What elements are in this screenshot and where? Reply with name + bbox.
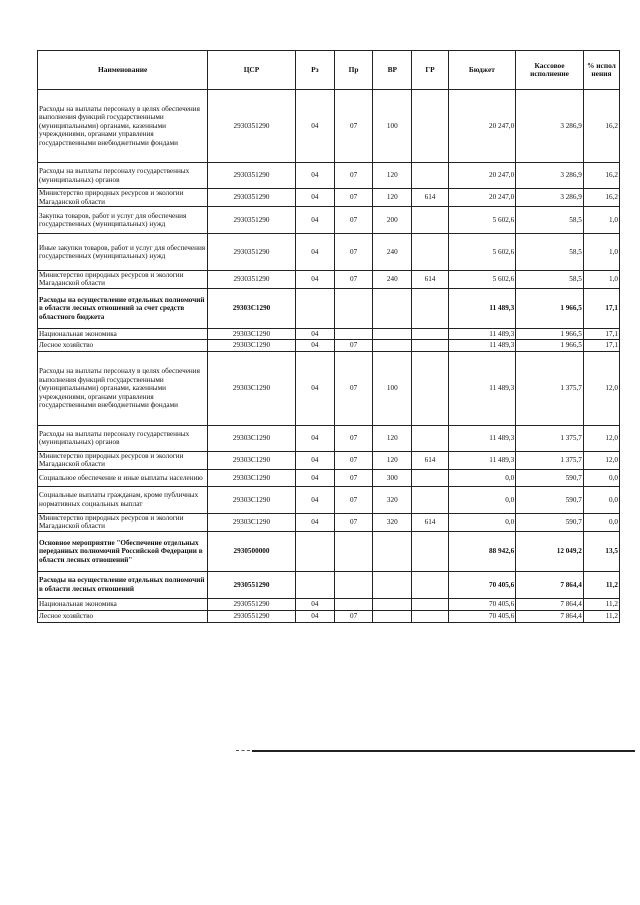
cell-csr: 29303С1290 [208,425,295,451]
cell-gr: 614 [412,451,448,469]
cell-cash: 58,5 [516,207,584,234]
cell-pr: 07 [334,486,372,513]
cell-pct: 1,0 [583,207,619,234]
cell-cash: 590,7 [516,513,584,531]
cell-pr: 07 [334,351,372,425]
cell-vr: 240 [373,271,412,289]
cell-cash: 3 286,9 [516,189,584,207]
cell-pr [334,328,372,339]
cell-pct: 11,2 [583,610,619,622]
cell-vr [373,288,412,328]
cell-pr: 07 [334,271,372,289]
cell-vr [373,598,412,610]
cell-csr: 29303С1290 [208,339,295,351]
footer-line [252,750,635,752]
cell-vr: 120 [373,425,412,451]
cell-csr: 2930551290 [208,610,295,622]
cell-pr [334,598,372,610]
cell-cash: 1 966,5 [516,339,584,351]
table-row [38,469,620,486]
cell-pct: 11,2 [583,571,619,598]
cell-csr: 2930351290 [208,271,295,289]
cell-pr [334,288,372,328]
header-pct: % испол нения [583,51,619,90]
cell-csr: 29303С1290 [208,288,295,328]
table-row [38,351,620,425]
cell-cash: 7 864,4 [516,610,584,622]
cell-rz: 04 [295,598,334,610]
table-row [38,451,620,469]
cell-pr: 07 [334,90,372,163]
cell-cash: 1 375,7 [516,451,584,469]
table-row [38,288,620,328]
cell-csr: 2930351290 [208,234,295,271]
cell-pr: 07 [334,234,372,271]
cell-cash: 1 375,7 [516,425,584,451]
cell-pct: 11,2 [583,598,619,610]
cell-gr [412,598,448,610]
cell-vr: 320 [373,486,412,513]
table-row [38,486,620,513]
cell-pct: 12,0 [583,451,619,469]
cell-name: Министерство природных ресурсов и экологии Магаданской области [38,271,208,289]
cell-vr: 100 [373,351,412,425]
cell-name: Социальное обеспечение и иные выплаты населению [38,469,208,486]
cell-cash: 7 864,4 [516,571,584,598]
cell-pr: 07 [334,513,372,531]
cell-gr [412,610,448,622]
cell-budget: 0,0 [448,469,516,486]
cell-budget: 20 247,0 [448,189,516,207]
cell-gr: 614 [412,271,448,289]
cell-rz: 04 [295,451,334,469]
cell-pct: 0,0 [583,469,619,486]
cell-pct: 16,2 [583,189,619,207]
table-row [38,425,620,451]
cell-csr: 2930351290 [208,163,295,189]
cell-gr [412,531,448,571]
cell-name: Расходы на выплаты персоналу государственных (муниципальных) органов [38,425,208,451]
cell-budget: 0,0 [448,486,516,513]
cell-budget: 70 405,6 [448,598,516,610]
cell-name: Министерство природных ресурсов и экологии Магаданской области [38,513,208,531]
cell-gr [412,469,448,486]
cell-budget: 11 489,3 [448,328,516,339]
cell-name: Лесное хозяйство [38,610,208,622]
cell-gr [412,288,448,328]
cell-name: Закупка товаров, работ и услуг для обеспечения государственных (муниципальных) нужд [38,207,208,234]
cell-pr: 07 [334,451,372,469]
cell-cash: 3 286,9 [516,163,584,189]
table-body [38,90,620,623]
table-row [38,234,620,271]
cell-csr: 29303С1290 [208,328,295,339]
table-row [38,598,620,610]
cell-rz: 04 [295,271,334,289]
cell-budget: 11 489,3 [448,288,516,328]
cell-csr: 29303С1290 [208,513,295,531]
cell-name: Расходы на выплаты персоналу в целях обеспечения выполнения функций государственными (муниципальными) органами, казенными учреждениями, органами управления государственными внебюджетными фондами [38,351,208,425]
cell-cash: 590,7 [516,486,584,513]
cell-rz [295,531,334,571]
cell-vr: 240 [373,234,412,271]
cell-budget: 88 942,6 [448,531,516,571]
cell-cash: 58,5 [516,234,584,271]
cell-name: Лесное хозяйство [38,339,208,351]
cell-name: Иные закупки товаров, работ и услуг для обеспечения государственных (муниципальных) нужд [38,234,208,271]
table-row [38,339,620,351]
cell-budget: 20 247,0 [448,90,516,163]
cell-pr [334,531,372,571]
cell-gr [412,163,448,189]
cell-gr [412,351,448,425]
cell-gr [412,571,448,598]
cell-pct: 16,2 [583,163,619,189]
cell-budget: 0,0 [448,513,516,531]
cell-vr: 100 [373,90,412,163]
cell-pct: 13,5 [583,531,619,571]
cell-vr: 120 [373,189,412,207]
cell-vr [373,571,412,598]
cell-pr [334,571,372,598]
table-row [38,531,620,571]
cell-budget: 5 602,6 [448,271,516,289]
cell-pct: 12,0 [583,351,619,425]
cell-gr: 614 [412,513,448,531]
table-row [38,207,620,234]
cell-csr: 2930551290 [208,571,295,598]
cell-name: Расходы на осуществление отдельных полномочий в области лесных отношений [38,571,208,598]
cell-cash: 1 966,5 [516,328,584,339]
cell-gr [412,90,448,163]
cell-pr: 07 [334,339,372,351]
cell-csr: 2930500000 [208,531,295,571]
cell-vr: 200 [373,207,412,234]
cell-vr: 120 [373,163,412,189]
cell-pr: 07 [334,425,372,451]
cell-csr: 29303С1290 [208,469,295,486]
cell-rz: 04 [295,234,334,271]
cell-pr: 07 [334,163,372,189]
cell-name: Расходы на выплаты персоналу в целях обеспечения выполнения функций государственными (муниципальными) органами, казенными учреждениями, органами управления государственными внебюджетными фондами [38,90,208,163]
table-row [38,571,620,598]
cell-rz [295,571,334,598]
cell-pr: 07 [334,469,372,486]
footer-dash [236,750,250,751]
cell-rz: 04 [295,610,334,622]
cell-rz: 04 [295,189,334,207]
cell-vr [373,339,412,351]
budget-execution-table [37,50,620,623]
cell-name: Национальная экономика [38,598,208,610]
cell-pct: 16,2 [583,90,619,163]
cell-vr: 120 [373,451,412,469]
cell-budget: 11 489,3 [448,425,516,451]
cell-name: Министерство природных ресурсов и экологии Магаданской области [38,451,208,469]
cell-vr [373,328,412,339]
cell-gr [412,207,448,234]
cell-pct: 1,0 [583,271,619,289]
cell-gr [412,339,448,351]
cell-gr [412,425,448,451]
cell-cash: 3 286,9 [516,90,584,163]
cell-budget: 11 489,3 [448,339,516,351]
cell-csr: 29303С1290 [208,451,295,469]
cell-csr: 2930351290 [208,90,295,163]
header-csr: ЦСР [208,51,295,90]
cell-name: Расходы на выплаты персоналу государственных (муниципальных) органов [38,163,208,189]
cell-budget: 11 489,3 [448,351,516,425]
cell-pct: 1,0 [583,234,619,271]
cell-vr [373,610,412,622]
table-row [38,271,620,289]
cell-budget: 20 247,0 [448,163,516,189]
cell-budget: 11 489,3 [448,451,516,469]
cell-rz: 04 [295,513,334,531]
cell-cash: 590,7 [516,469,584,486]
table-header-row [38,51,620,90]
cell-vr: 320 [373,513,412,531]
cell-name: Социальные выплаты гражданам, кроме публичных нормативных социальных выплат [38,486,208,513]
cell-cash: 7 864,4 [516,598,584,610]
cell-gr [412,328,448,339]
header-cash: Кассовое исполнение [516,51,584,90]
cell-rz: 04 [295,207,334,234]
cell-name: Основное мероприятие "Обеспечение отдельных переданных полномочий Российской Федерации в области лесных отношений" [38,531,208,571]
cell-csr: 2930551290 [208,598,295,610]
cell-csr: 2930351290 [208,207,295,234]
cell-pct: 0,0 [583,513,619,531]
cell-rz: 04 [295,339,334,351]
header-rz: Рз [295,51,334,90]
cell-rz: 04 [295,486,334,513]
cell-gr [412,486,448,513]
cell-pct: 12,0 [583,425,619,451]
cell-rz: 04 [295,425,334,451]
table-row [38,610,620,622]
cell-rz: 04 [295,469,334,486]
cell-budget: 70 405,6 [448,610,516,622]
cell-cash: 58,5 [516,271,584,289]
table-row [38,163,620,189]
cell-pct: 17,1 [583,339,619,351]
cell-pr: 07 [334,189,372,207]
cell-vr: 300 [373,469,412,486]
cell-gr [412,234,448,271]
cell-rz [295,288,334,328]
cell-csr: 29303С1290 [208,486,295,513]
table-row [38,189,620,207]
table-row [38,90,620,163]
cell-cash: 1 375,7 [516,351,584,425]
cell-pct: 17,1 [583,288,619,328]
cell-pct: 17,1 [583,328,619,339]
header-name: Наименование [38,51,208,90]
header-vr: ВР [373,51,412,90]
cell-budget: 5 602,6 [448,234,516,271]
cell-pr: 07 [334,207,372,234]
cell-budget: 70 405,6 [448,571,516,598]
cell-gr: 614 [412,189,448,207]
cell-csr: 2930351290 [208,189,295,207]
header-budget: Бюджет [448,51,516,90]
cell-cash: 1 966,5 [516,288,584,328]
table-row [38,513,620,531]
cell-name: Расходы на осуществление отдельных полномочий в области лесных отношений за счет средств областного бюджета [38,288,208,328]
cell-pct: 0,0 [583,486,619,513]
cell-name: Национальная экономика [38,328,208,339]
table-row [38,328,620,339]
cell-vr [373,531,412,571]
cell-csr: 29303С1290 [208,351,295,425]
header-pr: Пр [334,51,372,90]
cell-cash: 12 049,2 [516,531,584,571]
cell-rz: 04 [295,351,334,425]
cell-rz: 04 [295,163,334,189]
cell-name: Министерство природных ресурсов и экологии Магаданской области [38,189,208,207]
header-gr: ГР [412,51,448,90]
cell-rz: 04 [295,328,334,339]
cell-pr: 07 [334,610,372,622]
cell-rz: 04 [295,90,334,163]
cell-budget: 5 602,6 [448,207,516,234]
